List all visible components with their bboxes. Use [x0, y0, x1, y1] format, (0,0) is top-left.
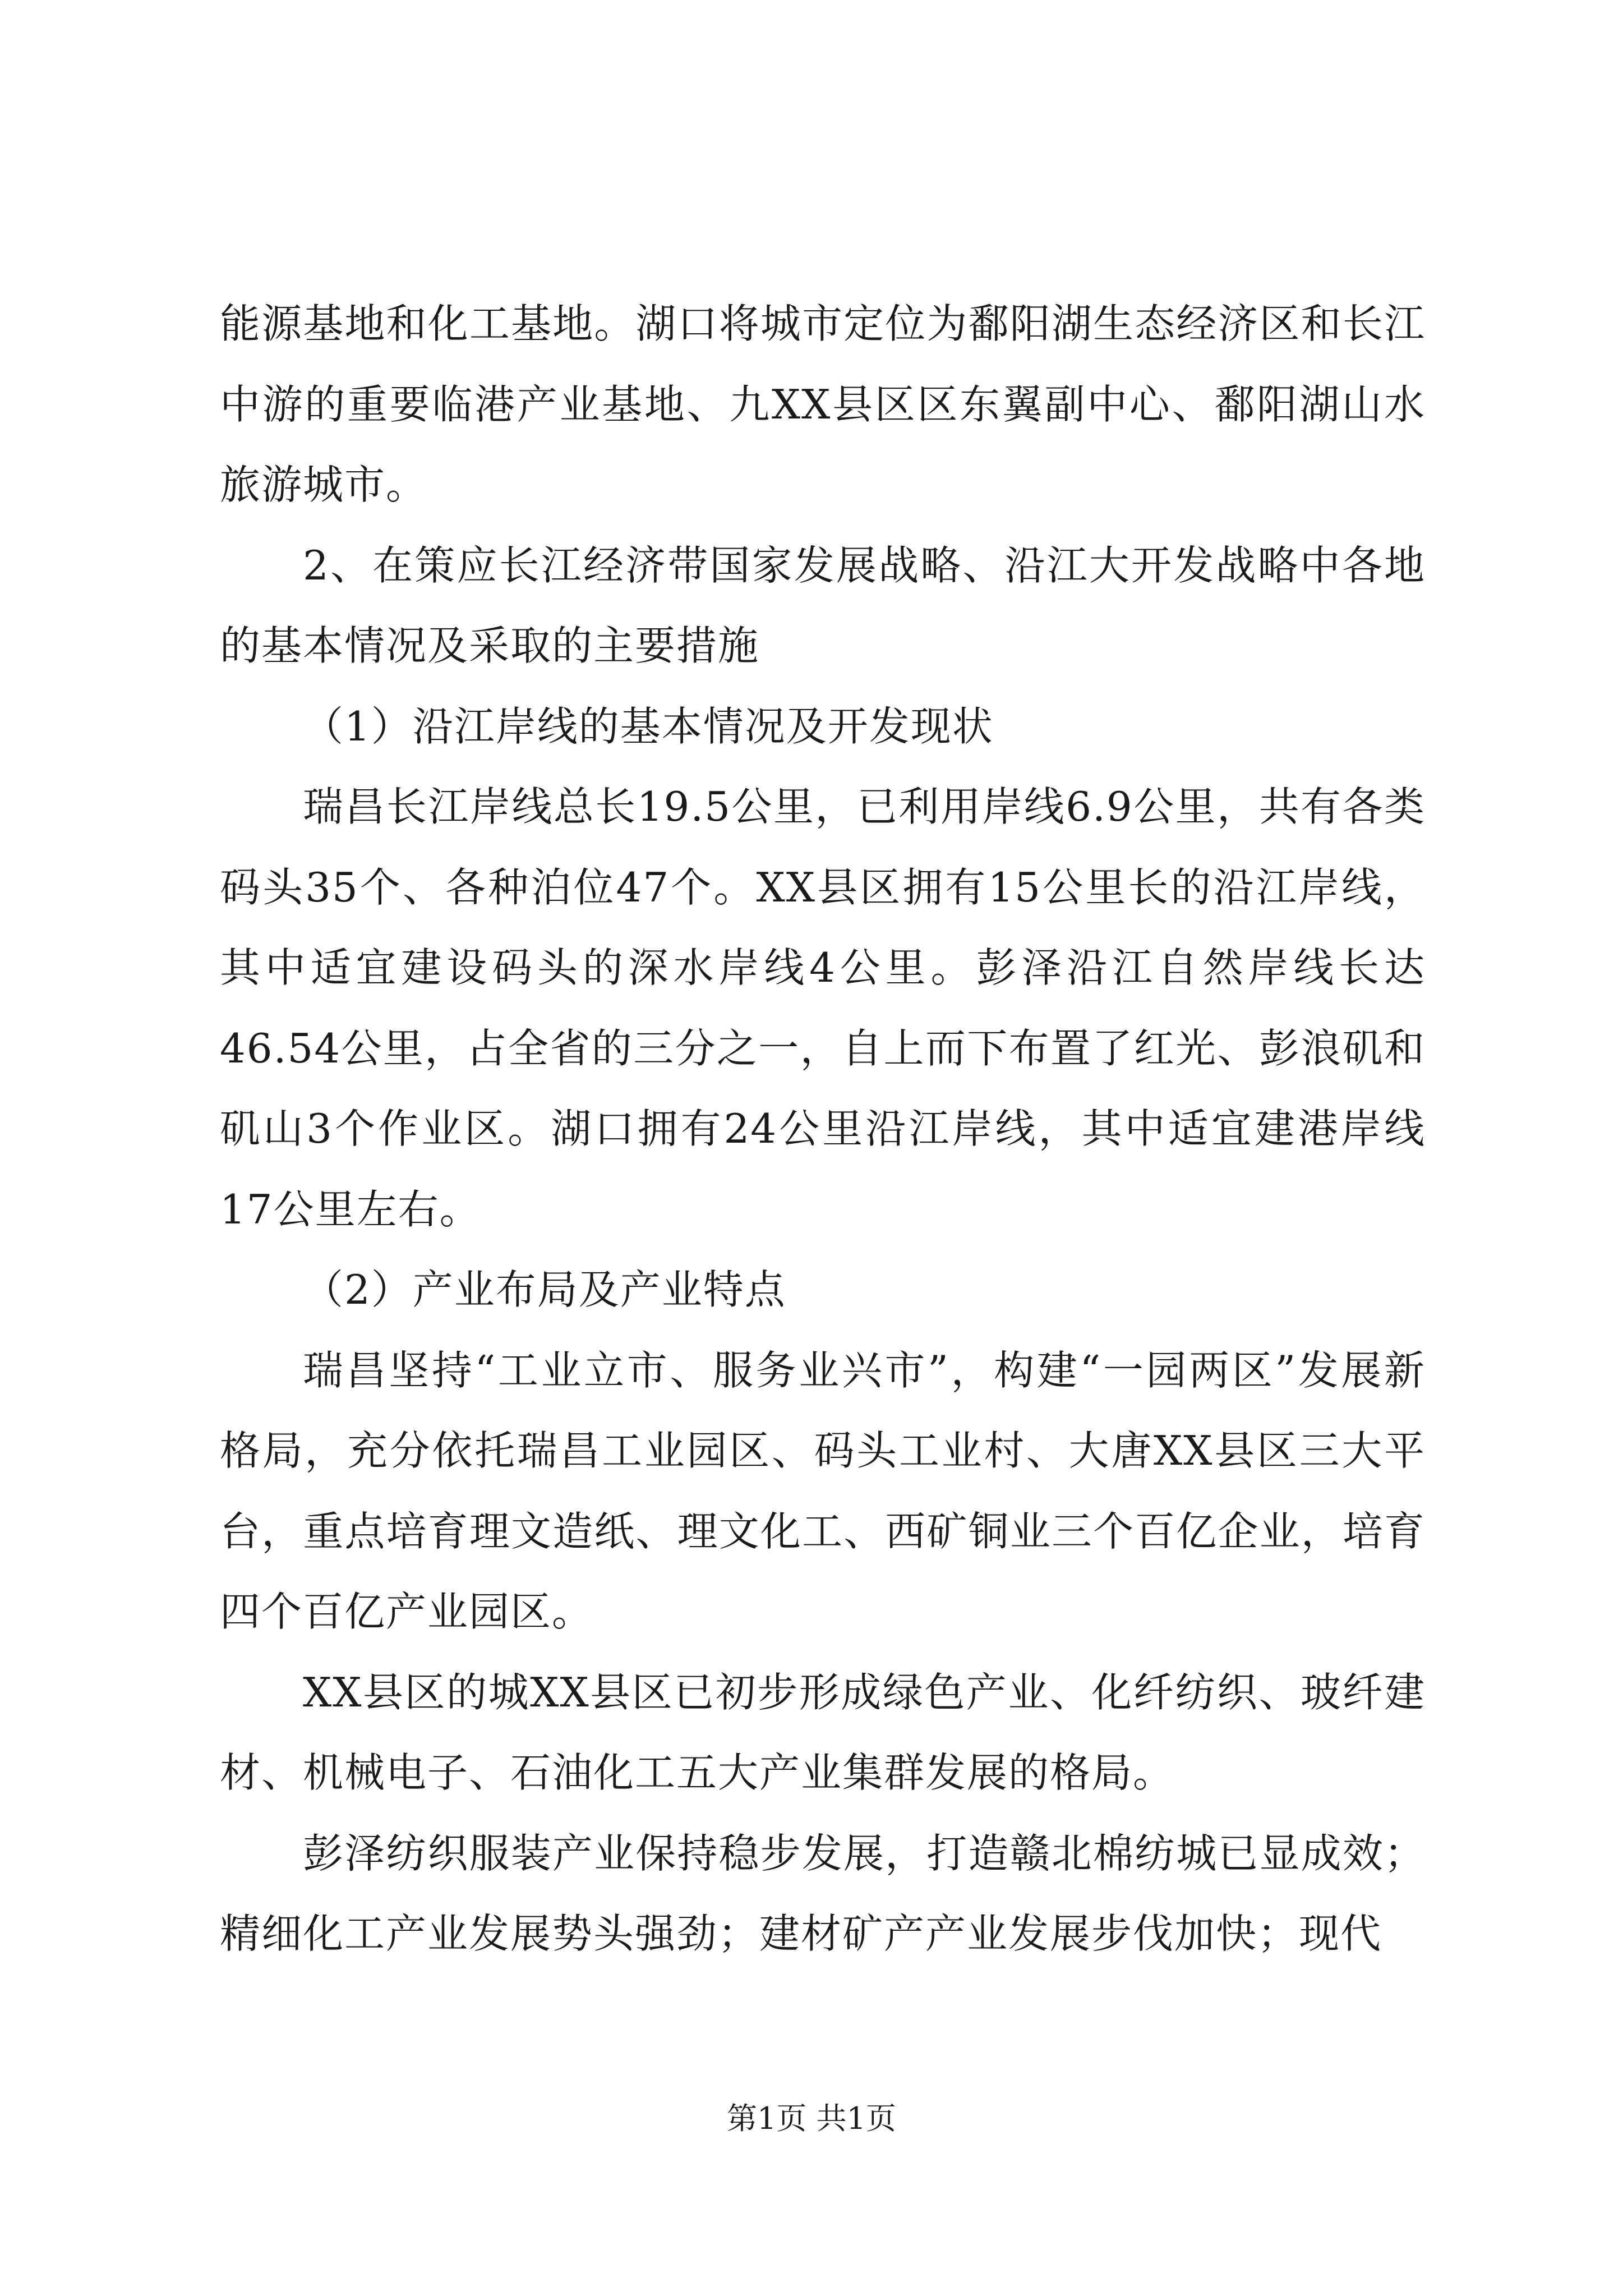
subheading-2: （2）产业布局及产业特点 [303, 1266, 786, 1313]
paragraph-shoreline: 瑞昌长江岸线总长19.5公里，已利用岸线6.9公里，共有各类码头35个、各种泊位47个。XX县区拥有15公里长的沿江岸线，其中适宜建设码头的深水岸线4公里。彭泽沿江自然岸线长达46.54公里，占全省的三分之一，自上而下布置了红光、彭浪矶和矶山3个作业区。湖口拥有24公里沿江岸线，其中适宜建港岸线17公里左右。 [220, 783, 1426, 1233]
paragraph-pengze: 彭泽纺织服装产业保持稳步发展，打造赣北棉纺城已显成效；精细化工产业发展势头强劲；建材矿产产业发展步伐加快；现代 [220, 1829, 1426, 1957]
paragraph-continuation: 能源基地和化工基地。湖口将城市定位为鄱阳湖生态经济区和长江中游的重要临港产业基地、九XX县区区东翼副中心、鄱阳湖山水旅游城市。 [220, 300, 1426, 508]
page-footer: 第1页 共1页 [727, 2101, 896, 2136]
document-body [220, 284, 1426, 1975]
paragraph-county: XX县区的城XX县区已初步形成绿色产业、化纤纺织、玻纤建材、机械电子、石油化工五大产业集群发展的格局。 [220, 1668, 1426, 1796]
section-heading-2: 2、在策应长江经济带国家发展战略、沿江大开发战略中各地的基本情况及采取的主要措施 [220, 541, 1426, 669]
subheading-1: （1）沿江岸线的基本情况及开发现状 [303, 702, 994, 750]
paragraph-ruichang: 瑞昌坚持“工业立市、服务业兴市”，构建“一园两区”发展新格局，充分依托瑞昌工业园区、码头工业村、大唐XX县区三大平台，重点培育理文造纸、理文化工、西矿铜业三个百亿企业，培育四个百亿产业园区。 [220, 1346, 1426, 1635]
